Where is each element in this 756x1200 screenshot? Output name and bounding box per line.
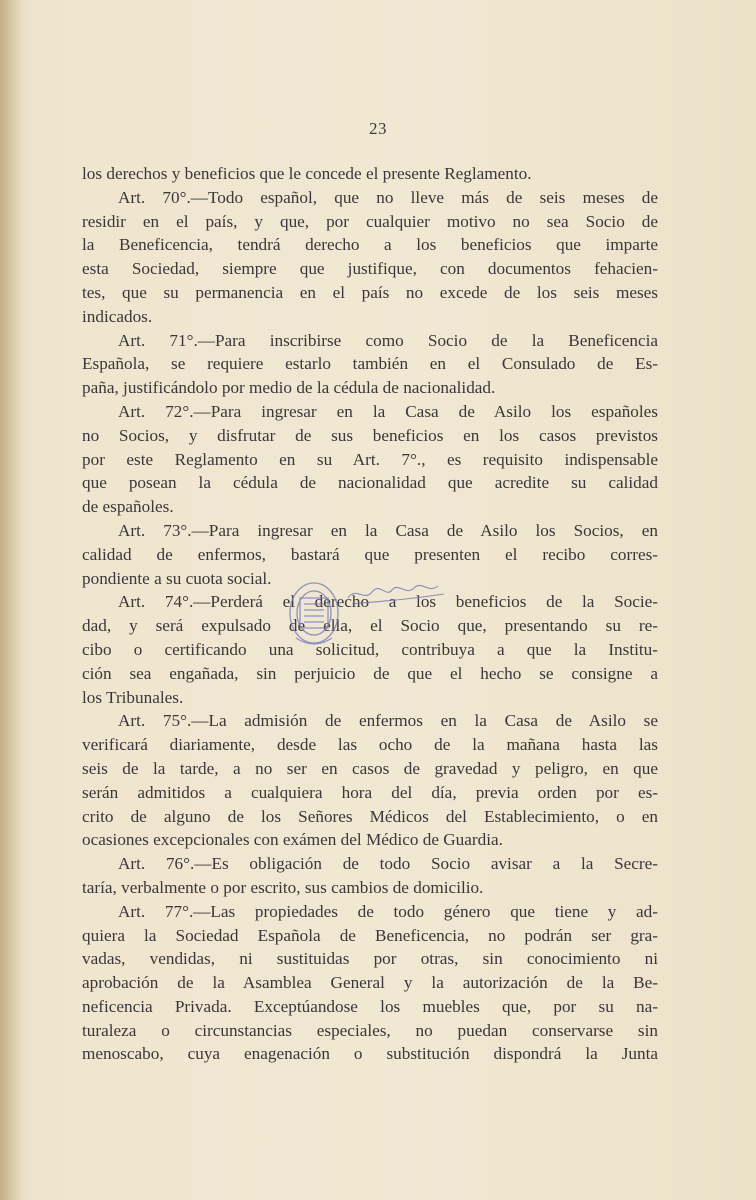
text-line: turaleza o circunstancias especiales, no puedan conservarse sin xyxy=(82,1020,658,1040)
text-line: no Socios, y disfrutar de sus beneficios en los casos previstos xyxy=(82,425,658,445)
text-line: pondiente a su cuota social. xyxy=(82,568,272,588)
text-line: que posean la cédula de nacionalidad que acredite su calidad xyxy=(82,473,658,493)
text-line: Art. 75°.—La admisión de enfermos en la Casa de Asilo se xyxy=(118,711,658,731)
text-line: tes, que su permanencia en el país no excede de los seis meses xyxy=(82,282,658,302)
text-line: la Beneficencia, tendrá derecho a los beneficios que imparte xyxy=(82,235,658,255)
text-line: Española, se requiere estarlo también en el Consulado de Es- xyxy=(82,354,658,374)
binding-edge-shadow xyxy=(0,0,22,1200)
text-line: de españoles. xyxy=(82,497,174,517)
text-line: por este Reglamento en su Art. 7°., es requisito indispensable xyxy=(82,449,658,469)
text-line: Art. 74°.—Perderá el derecho a los beneficios de la Socie- xyxy=(118,592,658,612)
text-line: los derechos y beneficios que le concede el presente Reglamento. xyxy=(82,164,532,183)
text-line: residir en el país, y que, por cualquier motivo no sea Socio de xyxy=(82,211,658,231)
text-line: ción sea engañada, sin perjuicio de que el hecho se consigne a xyxy=(82,663,658,683)
text-line: calidad de enfermos, bastará que presenten el recibo corres- xyxy=(82,544,658,564)
text-line: crito de alguno de los Señores Médicos del Establecimiento, o en xyxy=(82,806,658,826)
text-line: cibo o certificando una solicitud, contribuya a que la Institu- xyxy=(82,639,658,659)
page-number: 23 xyxy=(369,119,387,138)
text-line: Art. 76°.—Es obligación de todo Socio avisar a la Secre- xyxy=(118,854,658,874)
text-line: Art. 72°.—Para ingresar en la Casa de Asilo los españoles xyxy=(118,401,658,421)
text-line: neficencia Privada. Exceptúandose los muebles que, por su na- xyxy=(82,996,658,1016)
body-text xyxy=(82,162,658,1066)
text-line: ocasiones excepcionales con exámen del Médico de Guardia. xyxy=(82,830,503,850)
text-line: verificará diariamente, desde las ocho de la mañana hasta las xyxy=(82,735,658,755)
text-line: aprobación de la Asamblea General y la autorización de la Be- xyxy=(82,973,658,993)
text-line: indicados. xyxy=(82,306,153,326)
text-line: Art. 77°.—Las propiedades de todo género que tiene y ad- xyxy=(118,901,658,921)
text-line: serán admitidos a cualquiera hora del día, previa orden por es- xyxy=(82,782,658,802)
text-line: Art. 73°.—Para ingresar en la Casa de Asilo los Socios, en xyxy=(118,520,658,540)
text-line: paña, justificándolo por medio de la cédula de nacionalidad. xyxy=(82,378,496,398)
text-line: quiera la Sociedad Española de Beneficencia, no podrán ser gra- xyxy=(82,925,658,945)
text-line: taría, verbalmente o por escrito, sus cambios de domicilio. xyxy=(82,877,484,897)
text-line: dad, y será expulsado de ella, el Socio que, presentando su re- xyxy=(82,616,658,636)
text-line: Art. 71°.—Para inscribirse como Socio de la Beneficencia xyxy=(118,330,658,350)
text-line: seis de la tarde, a no ser en casos de gravedad y peligro, en que xyxy=(82,758,658,778)
text-line: Art. 70°.—Todo español, que no lleve más de seis meses de xyxy=(118,187,658,207)
text-line: vadas, vendidas, ni sustituidas por otras, sin conocimiento ni xyxy=(82,949,658,969)
text-line: menoscabo, cuya enagenación o substitución dispondrá la Junta xyxy=(82,1044,658,1064)
text-line: los Tribunales. xyxy=(82,687,184,707)
text-line: esta Sociedad, siempre que justifique, con documentos fehacien- xyxy=(82,259,658,279)
